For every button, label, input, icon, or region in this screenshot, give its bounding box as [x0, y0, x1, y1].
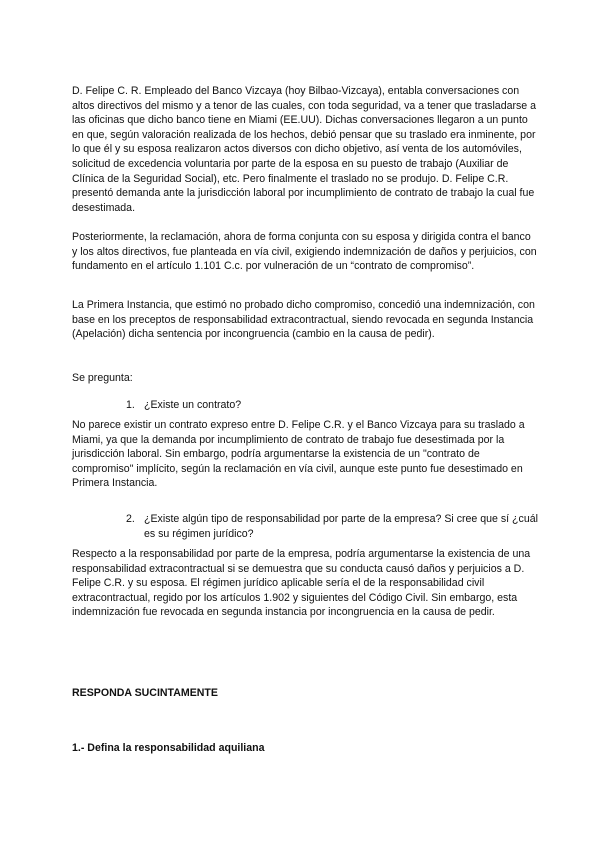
paragraph-first-instance: La Primera Instancia, que estimó no probado dicho compromiso, concedió una indemnización, con base en los preceptos de responsabilidad extracontractual, siendo revocada en segunda Instancia (Apelación) dicha sentencia por incongruencia (cambio en la causa de pedir).: [72, 299, 535, 341]
question-1: [126, 398, 540, 413]
paragraph-se-pregunta: Se pregunta:: [72, 372, 133, 384]
heading-responda: RESPONDA SUCINTAMENTE: [72, 687, 218, 699]
question-1-text: ¿Existe un contrato?: [144, 399, 242, 411]
question-1-number: 1.: [126, 399, 135, 411]
question-2-text: ¿Existe algún tipo de responsabilidad por parte de la empresa? Si cree que sí ¿cuál es su régimen jurídico?: [144, 513, 538, 540]
paragraph-civil-claim: Posteriormente, la reclamación, ahora de forma conjunta con su esposa y dirigida contra el banco y los altos directivos, fue planteada en vía civil, exigiendo indemnización de daños y perjuicios, con fundamento en el artículo 1.101 C.c. por vulneración de un “contrato de compromiso”.: [72, 231, 537, 273]
subheading-define: 1.- Defina la responsabilidad aquiliana: [72, 742, 265, 754]
answer-2: Respecto a la responsabilidad por parte de la empresa, podría argumentarse la existencia de una responsabilidad extracontractual si se demuestra que su conducta causó daños y perjuicios a D. Felipe C.R. y su esposa. El régimen jurídico aplicable sería el de la responsabilidad civil extracontractual, regido por los artículos 1.902 y siguientes del Código Civil. Sin embargo, esta indemnización fue revocada en segunda instancia por incongruencia en la causa de pedir.: [72, 548, 531, 619]
answer-1: No parece existir un contrato expreso entre D. Felipe C.R. y el Banco Vizcaya para su traslado a Miami, ya que la demanda por incumplimiento de contrato de trabajo fue desestimada por la jurisdicción laboral. Sin embargo, podría argumentarse la existencia de un "contrato de compromiso" implícito, según la reclamación en vía civil, aunque este punto fue desestimado en Primera Instancia.: [72, 419, 525, 490]
paragraph-case-facts: D. Felipe C. R. Empleado del Banco Vizcaya (hoy Bilbao-Vizcaya), entabla conversaciones con altos directivos del mismo y a tenor de las cuales, con toda seguridad, va a tener que trasladarse a las oficinas que dicho banco tiene en Miami (EE.UU). Dichas conversaciones llegaron a un punto en que, según valoración realizada de los hechos, debió pensar que su traslado era inminente, por lo que él y su esposa realizaron actos diversos con dicho objetivo, así venta de los automóviles, solicitud de excedencia voluntaria por parte de la esposa en su puesto de trabajo (Auxiliar de Clínica de la Seguridad Social), etc. Pero finalmente el traslado no se produjo. D. Felipe C.R. presentó demanda ante la jurisdicción laboral por incumplimiento de contrato de trabajo la cual fue desestimada.: [72, 85, 537, 214]
question-2: [126, 512, 540, 541]
question-2-number: 2.: [126, 513, 135, 525]
